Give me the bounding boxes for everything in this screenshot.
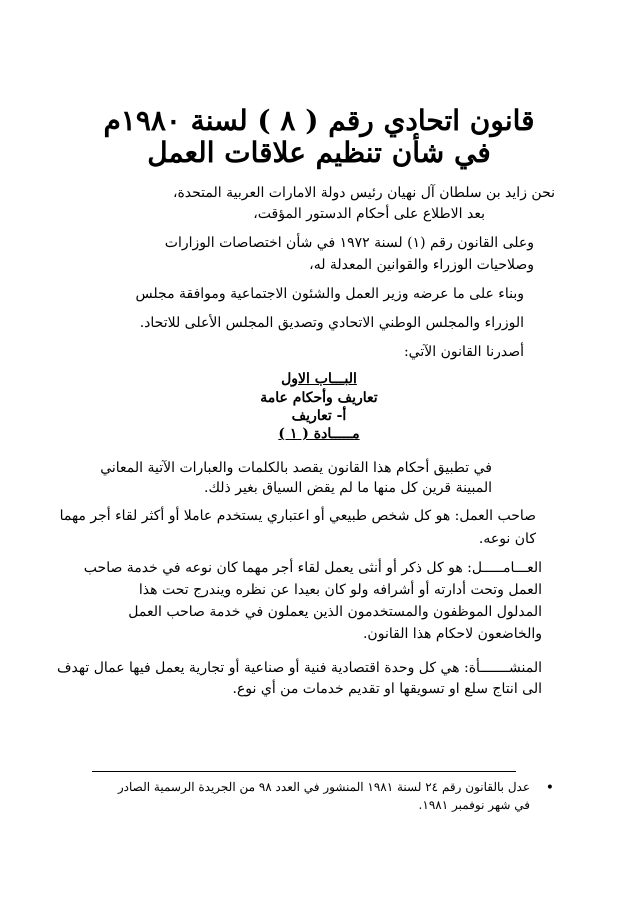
definition-worker-cont: المدلول الموظفون والمستخدمون الذين يعملون في خدمة صاحب العمل [128,604,542,620]
preamble-line: الوزراء والمجلس الوطني الاتحادي وتصديق المجلس الأعلى للاتحاد. [139,315,524,331]
footnote-bullet: • [545,780,554,796]
preamble-line: وصلاحيات الوزراء والقوانين المعدلة له، [309,257,534,273]
definition-employer-cont: كان نوعه. [478,531,536,547]
definition-worker-cont: والخاضعون لاحكام هذا القانون. [362,626,542,642]
law-subtitle: في شأن تنظيم علاقات العمل [147,136,491,169]
preamble-line: بعد الاطلاع على أحكام الدستور المؤقت، [253,206,485,222]
preamble-line: وعلى القانون رقم (١) لسنة ١٩٧٢ في شأن اختصاصات الوزارات [164,235,534,251]
chapter-title: تعاريف وأحكام عامة [260,390,378,406]
definition-establishment: المنشـــــــأة: هي كل وحدة اقتصادية فنية أو صناعية أو تجارية يعمل فيها عمال تهدف [57,660,542,676]
footnote-line: في شهر نوفمبر ١٩٨١. [418,798,530,812]
footnote-divider [92,771,516,772]
definition-establishment-cont: الى انتاج سلع او تسويقها او تقديم خدمات من أي نوع. [232,681,542,697]
law-title: قانون اتحادي رقم ( ٨ ) لسنة ١٩٨٠م [103,104,535,137]
definition-employer: صاحب العمل: هو كل شخص طبيعي أو اعتباري يستخدم عاملا أو أكثر لقاء أجر مهما [59,508,536,524]
footnote-line: عدل بالقانون رقم ٢٤ لسنة ١٩٨١ المنشور في العدد ٩٨ من الجريدة الرسمية الصادر [117,780,530,794]
article-intro-line: في تطبيق أحكام هذا القانون يقصد بالكلمات والعبارات الآتية المعاني [100,460,492,476]
chapter-heading: البـــاب الاول [281,371,357,387]
preamble-line: نحن زايد بن سلطان آل نهيان رئيس دولة الامارات العربية المتحدة، [172,185,555,201]
definition-worker-cont: العمل وتحت أدارته أو أشرافه ولو كان بعيدا عن نظره ويندرج تحت هذا [138,582,542,598]
section-heading: أ- تعاريف [291,408,347,424]
definition-worker: العـــامـــــل: هو كل ذكر أو أنثى يعمل لقاء أجر مهما كان نوعه في خدمة صاحب [83,560,542,576]
preamble-line: أصدرنا القانون الآتي: [403,344,524,360]
article-intro-line: المبينة قرين كل منها ما لم يقض السياق بغير ذلك. [204,480,492,496]
preamble-line: وبناء على ما عرضه وزير العمل والشئون الاجتماعية وموافقة مجلس [135,286,524,302]
article-heading: مـــــادة ( ١ ) [278,426,360,442]
